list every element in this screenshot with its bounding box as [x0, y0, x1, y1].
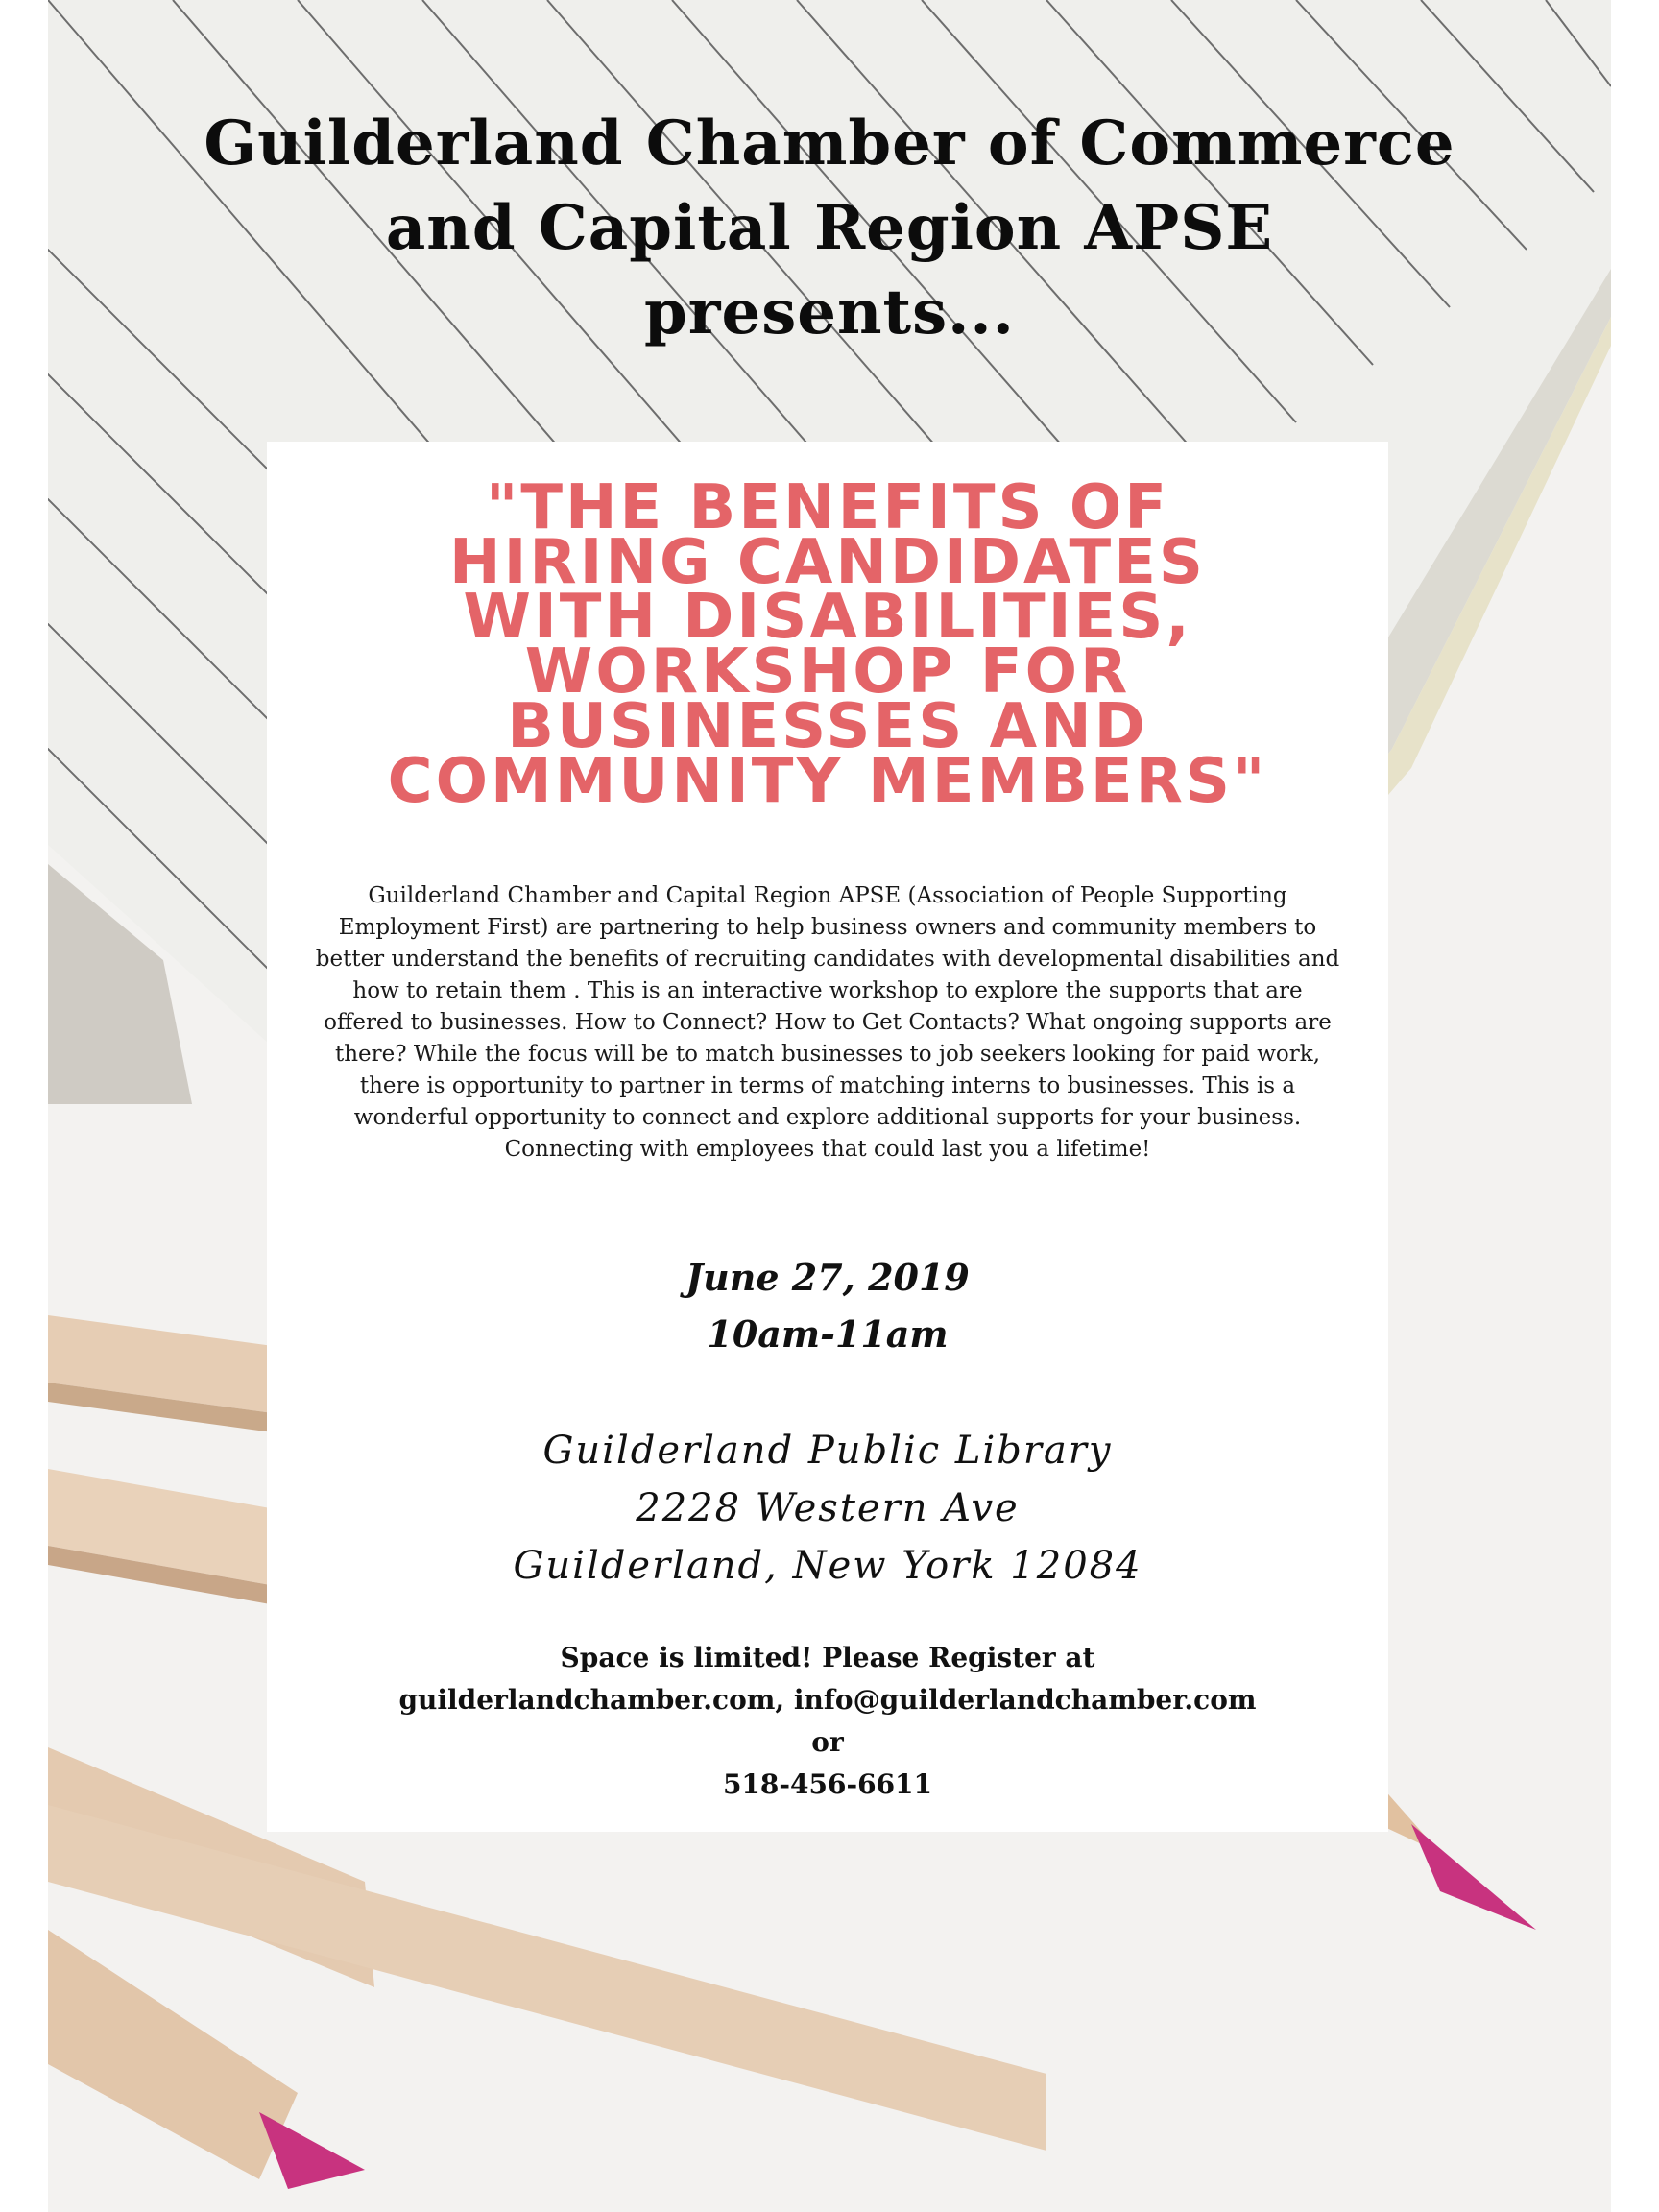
venue-city: Guilderland, New York 12084: [513, 1544, 1142, 1588]
event-date: June 27, 2019: [685, 1256, 970, 1299]
title-line-4: WORKSHOP FOR: [524, 637, 1131, 708]
venue-name: Guilderland Public Library: [542, 1429, 1113, 1473]
title-line-6: COMMUNITY MEMBERS": [387, 746, 1268, 817]
title-line-5: BUSINESSES AND: [507, 691, 1148, 762]
event-card: [267, 442, 1388, 1832]
title-line-2: HIRING CANDIDATES: [449, 527, 1206, 598]
registration-phone: 518-456-6611: [722, 1768, 933, 1800]
heading-line-3: presents...: [644, 276, 1015, 349]
registration-or: or: [811, 1726, 844, 1758]
heading-line-2: and Capital Region APSE: [385, 192, 1274, 264]
venue-street: 2228 Western Ave: [636, 1486, 1020, 1530]
event-time: 10am-11am: [707, 1312, 949, 1356]
title-line-3: WITH DISABILITIES,: [463, 582, 1192, 653]
registration-note: Space is limited! Please Register at: [560, 1642, 1095, 1673]
event-description: Guilderland Chamber and Capital Region APSE (Association of People Supporting Employment First) are partnering to help business owners and community members to better understand the benefits of recruiting candidates with developmental disabilities and how to retain them . This is an interactive workshop to explore the supports that are offered to businesses. How to Connect? How to Get Contacts? What ongoing supports are there? While the focus will be to match businesses to job seekers looking for paid work, there is opportunity to partner in terms of matching interns to businesses. This is a wonderful opportunity to connect and explore additional supports for your business. Connecting with employees that could last you a lifetime!: [315, 883, 1340, 1162]
flyer: [48, 0, 1611, 2212]
heading-line-1: Guilderland Chamber of Commerce: [204, 108, 1455, 180]
title-line-1: "THE BENEFITS OF: [485, 472, 1170, 543]
registration-contacts: guilderlandchamber.com, info@guilderlandchamber.com: [398, 1684, 1257, 1716]
